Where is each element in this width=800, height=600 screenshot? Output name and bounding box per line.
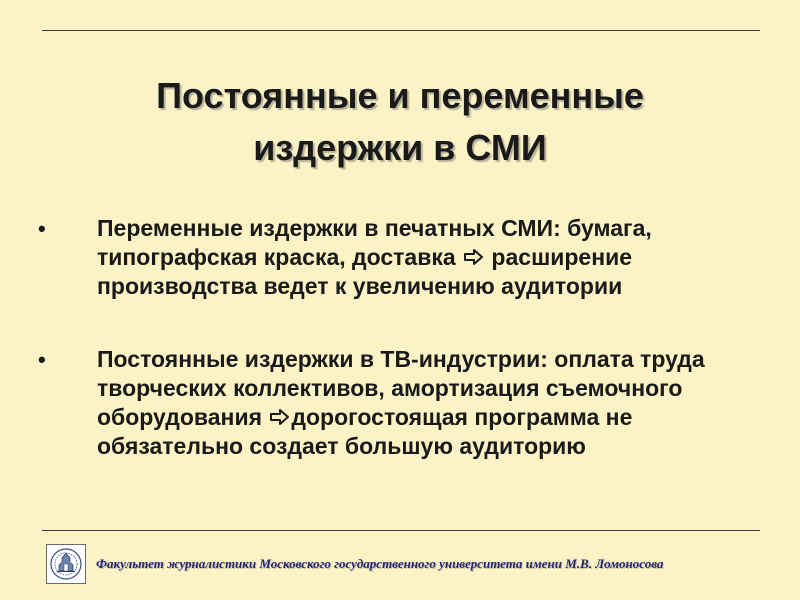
- bullet-text-part-2: расширение производства ведет к увеличению аудитории: [97, 244, 633, 299]
- bottom-divider: [42, 530, 760, 531]
- bullet-item-variable-costs: [0, 214, 800, 301]
- footer: [46, 544, 766, 586]
- msu-journalism-crest-icon: [46, 544, 86, 584]
- top-divider: [42, 30, 760, 31]
- slide-title-line-1: Постоянные и переменные: [156, 75, 644, 116]
- bullet-list: [0, 214, 800, 461]
- right-arrow-outline-icon: [463, 248, 485, 266]
- slide-title-line-2: издержки в СМИ: [253, 127, 547, 168]
- bullet-marker: •: [38, 347, 46, 372]
- bullet-marker: •: [38, 216, 46, 241]
- bullet-text-part-1: Переменные издержки в печатных СМИ: бумага, типографская краска, доставка: [97, 215, 652, 270]
- bullet-text-part-2: дорогостоящая программа не обязательно создает большую аудиторию: [97, 404, 633, 459]
- slide-title: [0, 70, 800, 174]
- bullet-text-part-1: Постоянные издержки в ТВ-индустрии: оплата труда творческих коллективов, амортизация съемочного оборудования: [97, 346, 705, 430]
- footer-faculty-text: Факультет журналистики Московского государственного университета имени М.В. Ломоносова: [96, 556, 664, 571]
- right-arrow-outline-icon: [269, 408, 291, 426]
- bullet-item-fixed-costs: [0, 345, 800, 461]
